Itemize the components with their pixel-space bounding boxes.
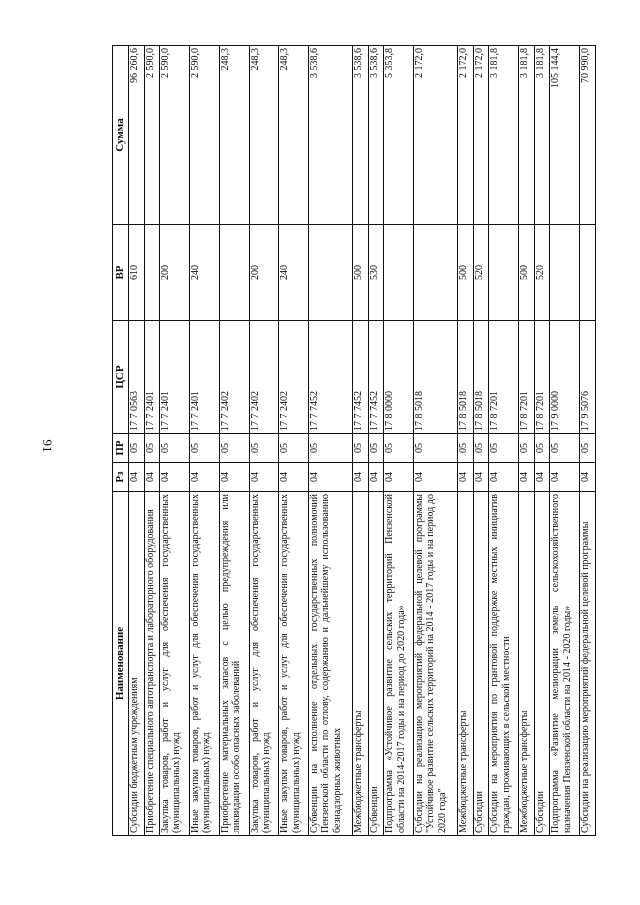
cell-sum: 3 538,6 [353,46,369,225]
cell-pr: 05 [534,434,550,463]
cell-name: Иные закупки товаров, работ и услуг для обеспечения государственных (муниципальных) нужд [279,492,309,836]
cell-vr: 240 [189,225,219,321]
cell-rz: 04 [519,463,535,492]
cell-name: Иные закупки товаров, работ и услуг для обеспечения государственных (муниципальных) нужд [189,492,219,836]
cell-rz: 04 [414,463,458,492]
cell-rz: 04 [219,463,249,492]
cell-vr [580,225,596,321]
cell-csr: 17 7 7452 [309,321,353,434]
cell-name: Закупка товаров, работ и услуг для обеспечения государственных (муниципальных) нужд [249,492,279,836]
cell-name: Субсидии [473,492,489,836]
cell-name: Субвенции [368,492,384,836]
table-row [309,46,353,836]
cell-sum: 248,3 [249,46,279,225]
cell-pr: 05 [219,434,249,463]
cell-pr: 05 [550,434,580,463]
cell-name: Субсидии на реализацию мероприятий федеральной целевой программы "Устойчивое развитие сельских территорий на 2014 - 2017 годы и на период до 2020 года" [414,492,458,836]
cell-name: Субсидии [534,492,550,836]
cell-sum: 3 181,8 [489,46,519,225]
cell-name: Субсидии бюджетным учреждениям [129,492,145,836]
cell-vr: 530 [368,225,384,321]
cell-csr: 17 7 2401 [189,321,219,434]
page-number: 91 [40,439,55,453]
table-row [414,46,458,836]
cell-rz: 04 [489,463,519,492]
cell-csr: 17 8 5018 [458,321,474,434]
cell-csr: 17 7 2401 [160,321,190,434]
cell-pr: 05 [279,434,309,463]
cell-name: Приобретение специального автотранспорта и лабораторного оборудования [144,492,160,836]
cell-pr: 05 [160,434,190,463]
cell-rz: 04 [129,463,145,492]
table-row [473,46,489,836]
cell-rz: 04 [144,463,160,492]
cell-rz: 04 [189,463,219,492]
cell-pr: 05 [309,434,353,463]
cell-name: Межбюджетные трансферты [353,492,369,836]
cell-vr: 500 [353,225,369,321]
cell-csr: 17 8 0000 [384,321,414,434]
cell-sum: 3 181,8 [534,46,550,225]
cell-vr: 500 [519,225,535,321]
cell-sum: 2 590,0 [144,46,160,225]
cell-csr: 17 9 0000 [550,321,580,434]
cell-sum: 2 172,0 [473,46,489,225]
cell-name: Приобретение материальных запасов с целью предупреждения или ликвидации особо опасных заболеваний [219,492,249,836]
header-csr: ЦСР [113,321,129,434]
budget-table [112,45,596,836]
cell-pr: 05 [368,434,384,463]
table-row [384,46,414,836]
cell-sum: 3 538,6 [309,46,353,225]
cell-rz: 04 [473,463,489,492]
cell-vr: 240 [279,225,309,321]
cell-sum: 2 172,0 [414,46,458,225]
cell-pr: 05 [144,434,160,463]
cell-rz: 04 [580,463,596,492]
cell-csr: 17 8 5018 [414,321,458,434]
cell-sum: 2 590,0 [160,46,190,225]
cell-rz: 04 [309,463,353,492]
cell-pr: 05 [519,434,535,463]
table-body [129,46,596,836]
cell-vr [219,225,249,321]
cell-name: Субвенции на исполнение отдельных государственных полномочий Пензенской области по отлову, содержанию и дальнейшему использованию безнадзорных животных [309,492,353,836]
header-rz: Рз [113,463,129,492]
cell-sum: 3 538,6 [368,46,384,225]
header-vr: ВР [113,225,129,321]
cell-sum: 248,3 [279,46,309,225]
cell-csr: 17 7 2402 [279,321,309,434]
table-row [458,46,474,836]
cell-pr: 05 [580,434,596,463]
cell-sum: 248,3 [219,46,249,225]
table-row [129,46,145,836]
cell-vr: 520 [473,225,489,321]
cell-vr: 520 [534,225,550,321]
cell-pr: 05 [384,434,414,463]
cell-sum: 2 172,0 [458,46,474,225]
table-row [219,46,249,836]
cell-name: Межбюджетные трансферты [519,492,535,836]
table-row [519,46,535,836]
header-name: Наименование [113,492,129,836]
table-row [144,46,160,836]
table-row [534,46,550,836]
table-row [550,46,580,836]
table-row [249,46,279,836]
table-row [489,46,519,836]
cell-rz: 04 [279,463,309,492]
cell-csr: 17 8 7201 [489,321,519,434]
table-row [160,46,190,836]
rotated-table-container [112,46,596,836]
table-row [368,46,384,836]
cell-name: Закупка товаров, работ и услуг для обеспечения государственных (муниципальных) нужд [160,492,190,836]
cell-vr: 200 [160,225,190,321]
cell-sum: 5 353,8 [384,46,414,225]
table-header-row [113,46,129,836]
cell-name: Межбюджетные трансферты [458,492,474,836]
cell-csr: 17 7 2402 [219,321,249,434]
cell-vr [309,225,353,321]
cell-pr: 05 [189,434,219,463]
cell-csr: 17 9 5076 [580,321,596,434]
cell-sum: 96 260,6 [129,46,145,225]
cell-pr: 05 [489,434,519,463]
header-sum: Сумма [113,46,129,225]
cell-vr [414,225,458,321]
cell-rz: 04 [368,463,384,492]
cell-csr: 17 7 7452 [353,321,369,434]
cell-csr: 17 8 5018 [473,321,489,434]
cell-sum: 70 990,0 [580,46,596,225]
cell-sum: 105 144,4 [550,46,580,225]
cell-pr: 05 [458,434,474,463]
cell-name: Субсидии на реализацию мероприятий федеральной целевой программы [580,492,596,836]
cell-vr [384,225,414,321]
cell-csr: 17 8 7201 [534,321,550,434]
cell-csr: 17 7 2401 [144,321,160,434]
cell-vr [550,225,580,321]
cell-csr: 17 7 7452 [368,321,384,434]
cell-csr: 17 7 2402 [249,321,279,434]
table-row [580,46,596,836]
cell-name: Субсидии на мероприятия по грантовой поддержке местных инициатив граждан, проживающих в сельской местности [489,492,519,836]
header-pr: ПР [113,434,129,463]
cell-rz: 04 [160,463,190,492]
cell-pr: 05 [129,434,145,463]
cell-sum: 2 590,0 [189,46,219,225]
cell-csr: 17 7 0563 [129,321,145,434]
cell-pr: 05 [414,434,458,463]
cell-vr: 500 [458,225,474,321]
cell-rz: 04 [534,463,550,492]
cell-name: Подпрограмма «Развитие мелиорации земель сельскохозяйственного назначения Пензенской области на 2014 - 2020 годы» [550,492,580,836]
cell-vr [489,225,519,321]
cell-pr: 05 [473,434,489,463]
cell-rz: 04 [458,463,474,492]
table-row [189,46,219,836]
cell-sum: 3 181,8 [519,46,535,225]
cell-vr: 610 [129,225,145,321]
cell-csr: 17 8 7201 [519,321,535,434]
cell-vr [144,225,160,321]
cell-vr: 200 [249,225,279,321]
cell-name: Подпрограмма «Устойчивое развитие сельских территорий Пензенской области на 2014-2017 годы и на период до 2020 года» [384,492,414,836]
cell-rz: 04 [384,463,414,492]
table-row [353,46,369,836]
cell-rz: 04 [550,463,580,492]
cell-pr: 05 [353,434,369,463]
table-row [279,46,309,836]
cell-rz: 04 [353,463,369,492]
cell-pr: 05 [249,434,279,463]
cell-rz: 04 [249,463,279,492]
